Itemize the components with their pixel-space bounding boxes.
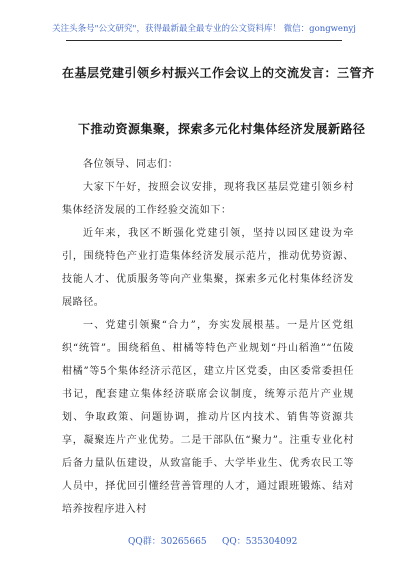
- header-divider: [66, 40, 342, 41]
- document-title-line-2: 下推动资源集聚，探索多元化村集体经济发展新路径: [78, 122, 366, 136]
- body-paragraph: 一、党建引领聚“合力”，夯实发展根基。一是片区党组织“统管”。围绕稻鱼、柑橘等特色产业规划“丹山稻渔”“伍陵柑橘”等5个集体经济示范区，建立片区党委，由区委常委担任书记，配套建立集体经济联席会议制度，统筹示范片产业规划、争取政策、问题协调，推动片区内技术、销售等资源共享，凝聚连片产业优势。二是干部队伍“聚力”。注重专业化村后备力量队伍建设，从致富能手、大学毕业生、优秀农民工等人员中，择优回引懂经营善管理的人才，通过跟班锻炼、结对培养按程序进入村: [62, 320, 354, 515]
- footer-qq-number: QQ：535304092: [222, 537, 298, 547]
- footer-qq-group: QQ群：30265665: [128, 537, 207, 547]
- document-body: [62, 153, 354, 521]
- header-note: 关注头条号"公文研究"，获得最新最全最专业的公文资料库！ 微信：gongwenyj: [52, 24, 356, 34]
- document-title-line-1: 在基层党建引领乡村振兴工作会议上的交流发言：三管齐: [62, 66, 375, 80]
- greeting-paragraph: 各位领导、同志们：: [83, 159, 179, 170]
- body-paragraph: 大家下午好，按照会议安排，现将我区基层党建引领乡村集体经济发展的工作经验交流如下：: [62, 182, 354, 216]
- body-paragraph: 近年来，我区不断强化党建引领，坚持以园区建设为牵引，围绕特色产业打造集体经济发展示范片，推动优势资源、技能人才、优质服务等向产业集聚，探索多元化村集体经济发展路径。: [62, 228, 354, 308]
- footer-contact: [0, 534, 408, 548]
